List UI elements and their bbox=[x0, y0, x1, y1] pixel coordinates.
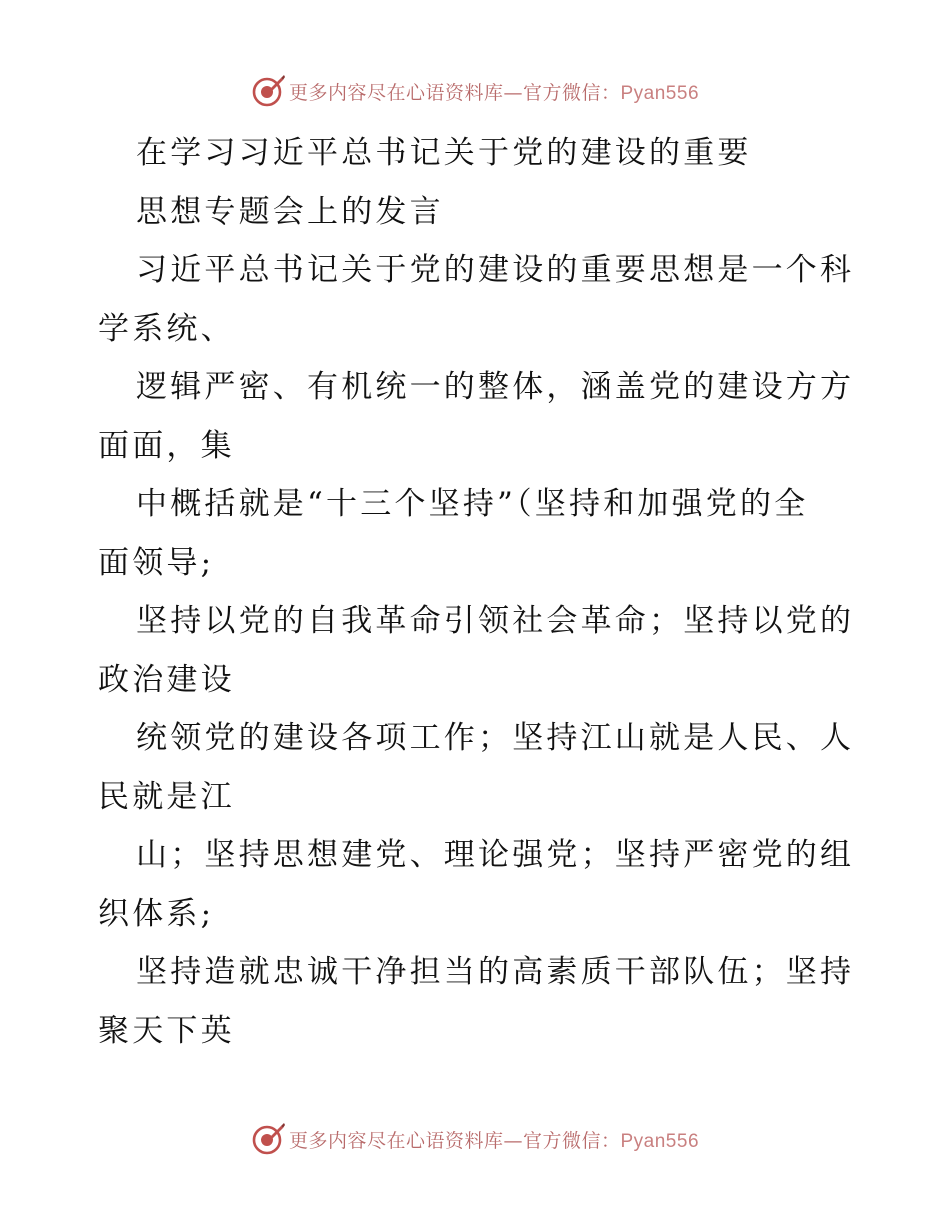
document-line: 山；坚持思想建党、理论强党；坚持严密党的组 bbox=[136, 837, 855, 873]
pen-logo-icon bbox=[251, 74, 285, 108]
watermark-site-text: 更多内容尽在心语资料库—官方微信： bbox=[288, 81, 621, 104]
watermark-text bbox=[289, 1126, 699, 1153]
watermark-text bbox=[289, 78, 699, 105]
header-watermark bbox=[0, 71, 950, 111]
document-line: 聚天下英 bbox=[98, 1012, 235, 1049]
document-line: 面领导; bbox=[98, 544, 215, 581]
document-line: 中概括就是“十三个坚持”（坚持和加强党的全 bbox=[136, 486, 809, 522]
watermark-wechat-id: Pyan556 bbox=[620, 82, 700, 104]
document-line: 民就是江 bbox=[98, 778, 235, 815]
document-line: 思想专题会上的发言 bbox=[136, 193, 444, 230]
document-line: 织体系; bbox=[98, 895, 215, 932]
document-line: 政治建设 bbox=[98, 661, 235, 698]
footer-watermark bbox=[0, 1119, 950, 1159]
document-line: 坚持造就忠诚干净担当的高素质干部队伍；坚持 bbox=[136, 954, 855, 990]
document-line: 逻辑严密、有机统一的整体，涵盖党的建设方方 bbox=[136, 369, 855, 405]
watermark-wechat-id: Pyan556 bbox=[620, 1130, 700, 1152]
document-body bbox=[98, 124, 858, 1060]
pen-logo-icon bbox=[251, 1122, 285, 1156]
document-line: 统领党的建设各项工作；坚持江山就是人民、人 bbox=[136, 720, 855, 756]
document-line: 在学习习近平总书记关于党的建设的重要 bbox=[136, 135, 752, 171]
document-line: 学系统、 bbox=[98, 310, 235, 347]
watermark-site-text: 更多内容尽在心语资料库—官方微信： bbox=[288, 1129, 621, 1152]
document-line: 习近平总书记关于党的建设的重要思想是一个科 bbox=[136, 252, 855, 288]
document-line: 面面，集 bbox=[98, 427, 235, 464]
document-line: 坚持以党的自我革命引领社会革命；坚持以党的 bbox=[136, 603, 855, 639]
